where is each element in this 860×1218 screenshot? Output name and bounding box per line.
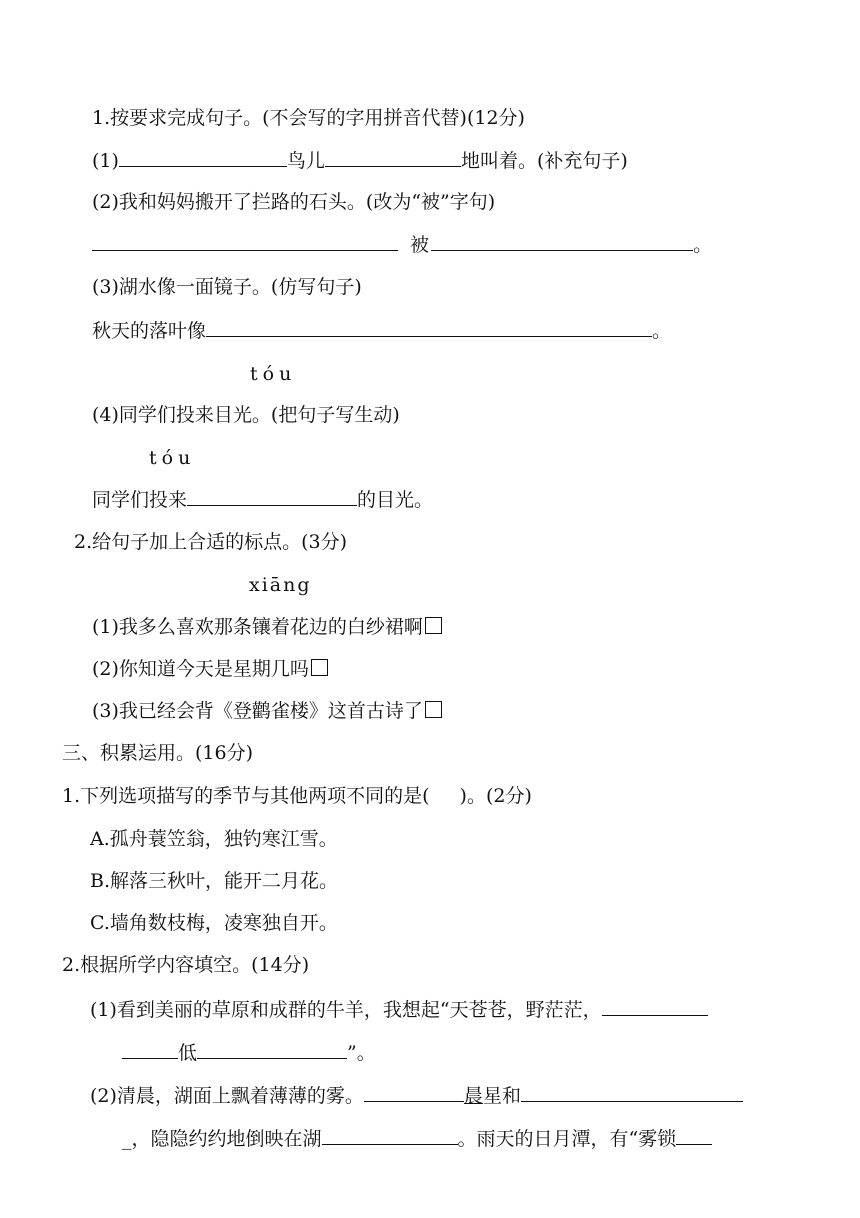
- sec3-q1-title-a: 1.下列选项描写的季节与其他两项不同的是(: [62, 785, 430, 807]
- q1-s2-blank-2[interactable]: [431, 232, 693, 251]
- sec3-q2-s2-blank-3[interactable]: [322, 1126, 458, 1145]
- q2-item-2-text: (2)你知道今天是星期几吗: [92, 658, 309, 680]
- q2-item-1: [92, 615, 442, 639]
- sec3-q1-title-b: )。(2分): [459, 785, 532, 807]
- sec3-q2-s1-line-2: [122, 1040, 376, 1064]
- q1-s4-blank[interactable]: [187, 487, 357, 506]
- q2-pinyin: xiāng: [249, 574, 312, 596]
- sec3-q2-s2-line-1: [90, 1083, 743, 1107]
- sec3-q2-s2-a: (2)清晨，湖面上飘着薄薄的雾。: [90, 1085, 364, 1107]
- sec3-q2-s1-a: (1)看到美丽的草原和成群的牛羊，我想起“天苍苍，野茫茫，: [90, 999, 602, 1021]
- q1-s2-answer-line: [92, 232, 712, 256]
- q1-s1-line: [92, 148, 628, 172]
- q2-item-2-box[interactable]: [311, 659, 328, 676]
- sec3-q2-s1-blank-2[interactable]: [122, 1040, 178, 1059]
- sec3-q2-s2-b: 晨: [463, 1085, 483, 1107]
- q1-s3-end: 。: [652, 320, 672, 342]
- q1-s3-answer-line: [92, 318, 671, 342]
- sec3-q2-s1-line-1: [90, 997, 708, 1021]
- sec3-q2-s2-blank-4[interactable]: [676, 1126, 712, 1145]
- q2-item-1-text: (1)我多么喜欢那条镶着花边的白纱裙啊: [92, 616, 423, 638]
- q2-item-1-box[interactable]: [425, 617, 442, 634]
- sec3-q2-title: 2.根据所学内容填空。(14分): [62, 954, 310, 976]
- q2-item-3: [92, 699, 442, 723]
- q1-s4-start: 同学们投来: [92, 489, 188, 511]
- q1-s3-prompt: (3)湖水像一面镜子。(仿写句子): [92, 276, 362, 298]
- q2-item-3-box[interactable]: [425, 701, 442, 718]
- q1-s4-pinyin-2: tóu: [149, 447, 196, 469]
- q1-s2-end: 。: [693, 234, 713, 256]
- sec3-q1-option-b: B.解落三秋叶，能开二月花。: [90, 870, 339, 892]
- q1-s2-blank-1[interactable]: [92, 232, 398, 251]
- q1-s1-blank-1[interactable]: [119, 148, 287, 167]
- sec3-q1-option-a: A.孤舟蓑笠翁，独钓寒江雪。: [90, 828, 338, 850]
- q1-s1-blank-2[interactable]: [325, 148, 461, 167]
- sec3-q2-s2-c: 星和: [482, 1085, 521, 1107]
- sec3-q2-s2-e: 。雨天的日月潭，有“雾锁: [457, 1128, 677, 1150]
- q2-item-3-text: (3)我已经会背《登鹳雀楼》这首古诗了: [92, 700, 423, 722]
- q1-title: 1.按要求完成句子。(不会写的字用拼音代替)(12分): [92, 107, 525, 129]
- sec3-q1-title: [62, 784, 532, 808]
- q1-s1-mid: 鸟儿: [286, 150, 325, 172]
- q1-s3-start: 秋天的落叶像: [92, 320, 207, 342]
- sec3-q2-s2-blank-1[interactable]: [364, 1083, 464, 1102]
- sec3-q1-option-c: C.墙角数枝梅，凌寒独自开。: [90, 912, 338, 934]
- q1-s1-label: (1): [92, 150, 119, 172]
- q1-s3-blank[interactable]: [206, 318, 652, 337]
- sec3-q2-s1-blank-3[interactable]: [197, 1040, 347, 1059]
- q1-s1-end: 地叫着。(补充句子): [460, 150, 628, 172]
- q1-s4-answer-line: [92, 487, 433, 511]
- sec3-q2-s1-b: 低: [178, 1042, 198, 1064]
- sec3-q2-s1-blank-1[interactable]: [602, 997, 708, 1016]
- sec3-q2-s1-c: ”。: [347, 1042, 376, 1064]
- sec3-q2-s2-line-2: [122, 1126, 712, 1150]
- q1-s2-mid: 被: [410, 234, 430, 256]
- sec3-q2-s2-d: _，隐隐约约地倒映在湖: [122, 1128, 322, 1150]
- q1-s4-end: 的目光。: [357, 489, 434, 511]
- q1-s4-pinyin: tóu: [250, 363, 297, 385]
- q1-s4-prompt: (4)同学们投来目光。(把句子写生动): [92, 404, 400, 426]
- sec3-q2-s2-blank-2[interactable]: [521, 1083, 743, 1102]
- sec3-header: 三、积累运用。(16分): [62, 742, 254, 764]
- q1-s2-prompt: (2)我和妈妈搬开了拦路的石头。(改为“被”字句): [92, 191, 496, 213]
- q2-item-2: [92, 657, 328, 681]
- q2-title: 2.给句子加上合适的标点。(3分): [74, 531, 348, 553]
